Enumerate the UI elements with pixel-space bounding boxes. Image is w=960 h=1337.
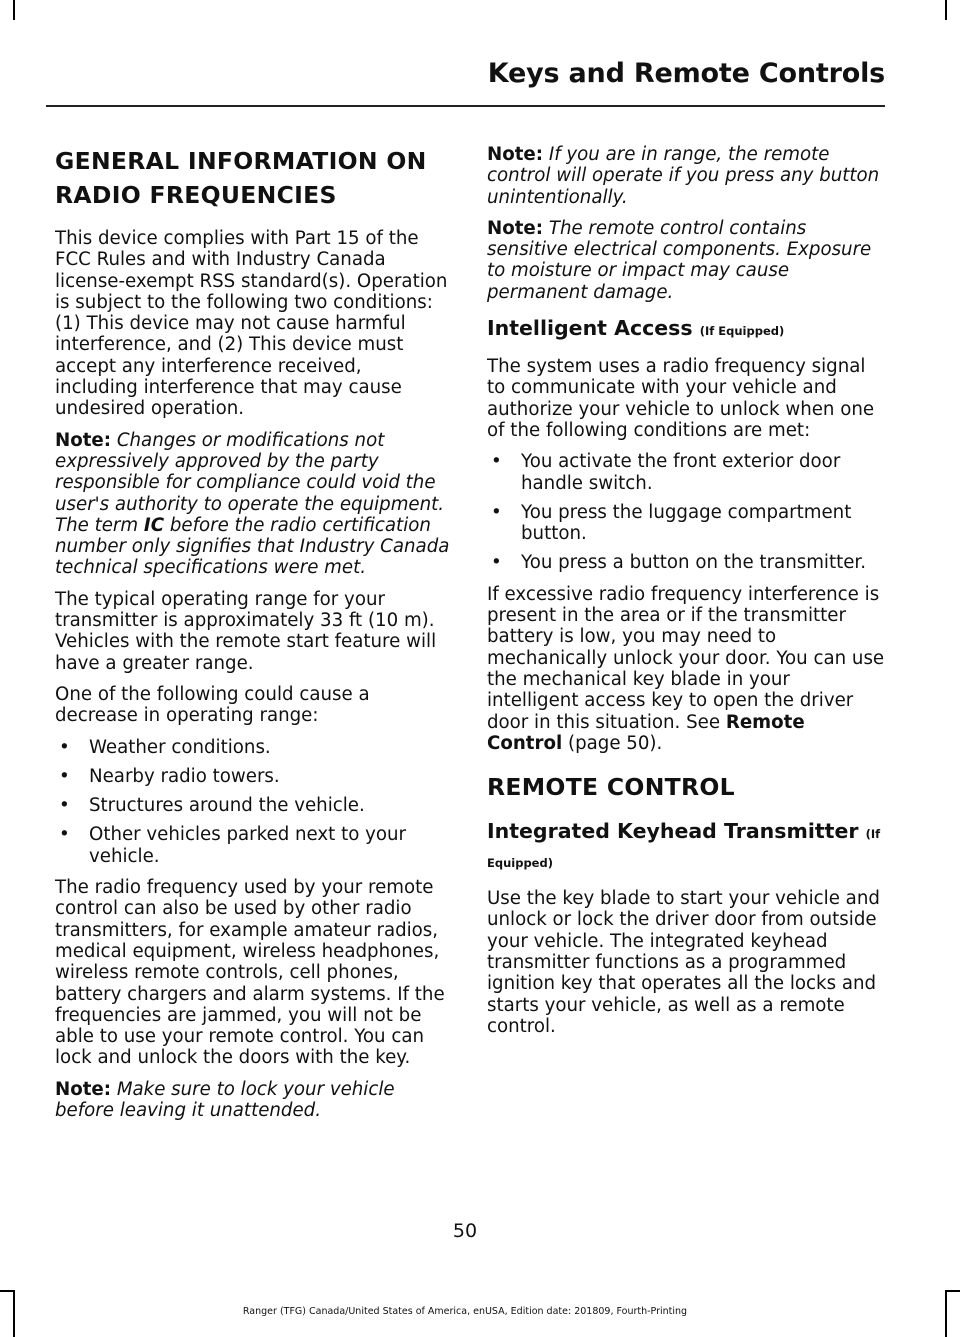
section-heading-radio-frequencies (55, 144, 450, 212)
heading-text: Integrated Keyhead Transmitter (487, 819, 859, 844)
crop-mark-top-left (13, 0, 15, 20)
note-text: before the radio certification number only signifies that Industry Canada technical specifications were met. (55, 514, 450, 579)
page-header-title: Keys and Remote Controls (487, 58, 885, 89)
crop-mark-bottom-right-h (945, 1290, 960, 1292)
list-item: • Other vehicles parked next to your vehicle. (55, 824, 450, 867)
note-modifications (55, 430, 450, 579)
ic-term: IC (143, 514, 165, 536)
note-label: Note: (487, 144, 544, 165)
list-item: • Nearby radio towers. (55, 766, 450, 787)
note-label: Note: (55, 1078, 112, 1100)
heading-line-1: GENERAL INFORMATION ON (55, 147, 427, 175)
note-lock-vehicle (55, 1079, 450, 1122)
list-item: • Weather conditions. (55, 737, 450, 758)
crop-mark-bottom-right-v (945, 1290, 947, 1337)
note-in-range (487, 144, 885, 208)
system-paragraph: The system uses a radio frequency signal to communicate with your vehicle and authorize your vehicle to unlock when one of the following conditions are met: (487, 356, 875, 441)
list-item: • You press a button on the transmitter. (487, 552, 885, 573)
subsection-heading-integrated-keyhead (487, 818, 885, 876)
heading-text: Intelligent Access (487, 316, 693, 341)
list-item: • Structures around the vehicle. (55, 795, 450, 816)
left-column (55, 144, 450, 1131)
remote-control-link[interactable]: Remote Control (487, 711, 805, 754)
range-factors-list (55, 737, 450, 867)
note-text: The remote control contains sensitive electrical components. Exposure to moisture or impact may cause permanent damage. (487, 217, 872, 303)
compliance-paragraph: This device complies with Part 15 of the FCC Rules and with Industry Canada license-exempt RSS standard(s). Operation is subject to the following two conditions: (1) This device may not cause harmful interference, and (2) This device must accept any interference received, including interference that may cause undesired operation. (55, 228, 448, 420)
subsection-heading-intelligent-access (487, 315, 885, 344)
key-blade-paragraph: Use the key blade to start your vehicle and unlock or lock the driver door from outside your vehicle. The integrated keyhead transmitter functions as a programmed ignition key that operates all the locks and starts your vehicle, as well as a remote control. (487, 888, 880, 1037)
page-reference: (page 50). (567, 732, 663, 754)
unlock-conditions-list (487, 451, 885, 573)
excessive-interference-paragraph (487, 584, 885, 754)
header-rule (46, 105, 885, 107)
note-text: Make sure to lock your vehicle before leaving it unattended. (55, 1078, 395, 1121)
note-label: Note: (55, 429, 112, 451)
section-heading-remote-control: REMOTE CONTROL (487, 773, 735, 802)
paragraph-text: If excessive radio frequency interference is present in the area or if the transmitter battery is low, you may need to mechanically unlock your door. You can use the mechanical key blade in your intelligent access key to open the driver door in this situation. See (487, 583, 885, 733)
heading-line-2: RADIO FREQUENCIES (55, 181, 337, 209)
crop-mark-bottom-left-h (0, 1290, 15, 1292)
if-equipped-tag: (If Equipped) (699, 324, 785, 339)
range-paragraph: The typical operating range for your transmitter is approximately 33 ft (10 m). Vehicles with the remote start feature will have a greater range. (55, 588, 437, 674)
page-number: 50 (452, 1220, 478, 1242)
note-label: Note: (487, 217, 544, 239)
crop-mark-top-right (945, 0, 947, 20)
note-sensitive-components (487, 218, 885, 303)
right-column (487, 144, 885, 1047)
note-text: Changes or modifications not expressively approved by the party responsible for compliance could void the user's authority to operate the equipment. The term (55, 429, 445, 536)
frequency-paragraph: The radio frequency used by your remote control can also be used by other radio transmitters, for example amateur radios, medical equipment, wireless headphones, wireless remote controls, cell phones, battery chargers and alarm systems. If the frequencies are jammed, you will not be able to use your remote control. You can lock and unlock the doors with the key. (55, 877, 445, 1069)
decrease-paragraph: One of the following could cause a decrease in operating range: (55, 683, 370, 727)
note-text: If you are in range, the remote control will operate if you press any button unintentionally. (487, 144, 880, 208)
list-item: • You press the luggage compartment button. (487, 502, 885, 545)
list-item: • You activate the front exterior door handle switch. (487, 451, 885, 494)
footer-edition-info: Ranger (TFG) Canada/United States of America, enUSA, Edition date: 201809, Fourth-Printing (242, 1306, 688, 1317)
if-equipped-tag: (If Equipped) (487, 827, 881, 871)
